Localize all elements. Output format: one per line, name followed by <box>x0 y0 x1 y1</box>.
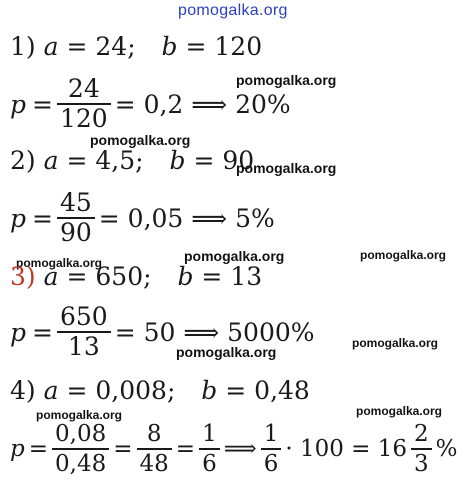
equals-sign: = <box>193 146 215 175</box>
problem-1-a-label: a <box>43 32 59 61</box>
fraction-denominator: 120 <box>59 104 108 133</box>
problem-2-given <box>10 146 254 176</box>
problem-2-number: 2) <box>10 146 36 175</box>
problem-1-fraction <box>57 75 111 133</box>
equals-sign: = <box>32 317 53 347</box>
problem-1-b-label: b <box>161 32 178 61</box>
fraction-denominator: 6 <box>263 451 279 477</box>
problem-4-b-value: 0,48 <box>254 376 310 405</box>
fraction-denominator: 48 <box>139 451 169 477</box>
problem-2-b-value: 90 <box>222 146 255 175</box>
problem-4-a-label: a <box>43 376 59 405</box>
watermark: pomogalka.org <box>360 248 447 262</box>
watermark: pomogalka.org <box>184 248 285 264</box>
problem-1-result: = 0,2 ⟹ 20% <box>114 89 291 119</box>
watermark: pomogalka.org <box>236 160 337 176</box>
equals-sign: = <box>32 203 53 233</box>
equals-sign: = <box>66 146 88 175</box>
problem-4-p-label: p <box>10 436 25 462</box>
problem-3-a-value: 650; <box>95 262 152 291</box>
problem-4-fraction-1 <box>52 420 109 478</box>
problem-3-given <box>10 262 262 292</box>
equals-sign: = <box>225 376 247 405</box>
equals-sign: = <box>66 376 88 405</box>
problem-4-multiply: · 100 = 16 <box>285 436 408 462</box>
fraction-numerator: 1 <box>263 421 279 447</box>
implies-sign: ⟹ <box>223 436 257 462</box>
fraction-numerator: 8 <box>146 421 162 447</box>
equals-sign: = <box>185 32 207 61</box>
fraction-numerator: 2 <box>414 421 429 447</box>
watermark: pomogalka.org <box>16 256 103 270</box>
equals-sign: = <box>113 436 133 462</box>
problem-1-b-value: 120 <box>214 32 263 61</box>
fraction-denominator: 0,48 <box>55 451 107 477</box>
problem-3-result: = 50 ⟹ 5000% <box>114 317 315 347</box>
problem-4-b-label: b <box>201 376 218 405</box>
problem-1-given <box>10 32 262 62</box>
fraction-numerator: 24 <box>67 74 100 103</box>
problem-3-b-label: b <box>177 262 194 291</box>
problem-4-given <box>10 376 310 406</box>
problem-4-number: 4) <box>10 376 36 405</box>
fraction-denominator: 90 <box>59 218 92 247</box>
fraction-numerator: 650 <box>59 302 108 331</box>
problem-4-fraction-4 <box>261 420 282 478</box>
equals-sign: = <box>201 262 223 291</box>
watermark: pomogalka.org <box>176 344 277 360</box>
problem-4-fraction-3 <box>199 420 220 478</box>
problem-2-b-label: b <box>169 146 186 175</box>
watermark: pomogalka.org <box>356 404 443 418</box>
watermark: pomogalka.org <box>36 408 123 422</box>
problem-1-number: 1) <box>10 32 36 61</box>
watermark: pomogalka.org <box>236 72 337 88</box>
fraction-denominator: 3 <box>414 451 429 477</box>
problem-2-a-label: a <box>43 146 59 175</box>
problem-2-fraction <box>57 189 95 247</box>
fraction-denominator: 6 <box>202 451 217 477</box>
problem-4-mixed-fraction <box>411 420 432 478</box>
watermark-top: pomogalka.org <box>178 2 288 19</box>
problem-3-fraction <box>57 303 111 361</box>
problem-3-number: 3) <box>10 262 36 291</box>
problem-1-a-value: 24; <box>95 32 136 61</box>
equals-sign: = <box>66 262 88 291</box>
equals-sign: = <box>175 436 196 462</box>
equals-sign: = <box>28 436 49 462</box>
problem-3-p-label: p <box>10 317 27 347</box>
watermark: pomogalka.org <box>352 336 439 350</box>
problem-4-a-value: 0,008; <box>95 376 176 405</box>
fraction-numerator: 0,08 <box>55 421 107 447</box>
problem-4-equation <box>10 420 458 478</box>
fraction-denominator: 13 <box>67 332 100 361</box>
problem-2-p-label: p <box>10 203 27 233</box>
problem-1-p-label: p <box>10 89 27 119</box>
watermark: pomogalka.org <box>90 132 191 148</box>
fraction-numerator: 1 <box>202 421 217 447</box>
equals-sign: = <box>32 89 53 119</box>
problem-3-b-value: 13 <box>230 262 263 291</box>
problem-2-equation <box>10 189 275 247</box>
problem-2-a-value: 4,5; <box>95 146 144 175</box>
equals-sign: = <box>66 32 88 61</box>
problem-4-fraction-2 <box>137 420 172 478</box>
percent-sign: % <box>435 436 458 462</box>
problem-3-a-label: a <box>43 262 59 291</box>
problem-2-result: = 0,05 ⟹ 5% <box>98 203 275 233</box>
fraction-numerator: 45 <box>59 188 92 217</box>
